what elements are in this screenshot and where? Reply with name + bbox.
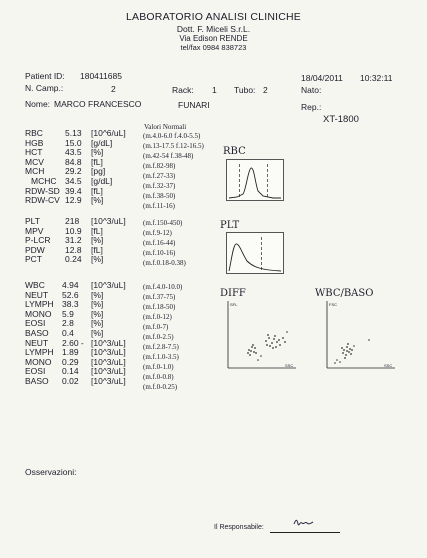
rbc-values bbox=[65, 129, 82, 206]
param-value: 84.8 bbox=[65, 156, 82, 167]
patient-id-label: Patient ID: bbox=[25, 71, 65, 81]
param-name: MCH bbox=[25, 166, 45, 177]
rbc-graph-title: RBC bbox=[223, 146, 246, 157]
param-range: (m.f.0-0.25) bbox=[143, 383, 178, 391]
param-name: LYMPH bbox=[25, 299, 54, 310]
param-value: 5.13 bbox=[65, 128, 82, 138]
param-unit: [fL] bbox=[91, 225, 103, 236]
param-name: LYMPH bbox=[25, 347, 54, 358]
rbc-param-names bbox=[25, 129, 60, 206]
normal-values-title: Valori Normali bbox=[144, 123, 187, 131]
param-unit: [pg] bbox=[91, 166, 106, 177]
param-value: 0.24 bbox=[65, 254, 82, 265]
param-range: (m.f.27-33) bbox=[143, 172, 176, 180]
wbc-units bbox=[91, 281, 126, 387]
born-label: Nato: bbox=[301, 85, 322, 95]
lab-name: LABORATORIO ANALISI CLINICHE bbox=[125, 11, 301, 23]
param-value: 2.8 bbox=[62, 318, 74, 329]
wbc-baso-scattergram bbox=[324, 300, 396, 370]
param-name: NEUT bbox=[25, 289, 49, 300]
param-range: (m.f.150-450) bbox=[143, 219, 183, 227]
param-name: RDW-SD bbox=[25, 185, 60, 196]
plt-graph-title: PLT bbox=[220, 220, 240, 231]
param-unit: [%] bbox=[91, 327, 104, 338]
camp-value: 2 bbox=[111, 84, 116, 94]
param-unit: [10^3/uL] bbox=[91, 366, 126, 377]
param-range: (m.f.82-98) bbox=[143, 162, 176, 170]
param-unit: [fL] bbox=[91, 244, 103, 255]
param-name: MPV bbox=[25, 225, 44, 236]
param-range: (m.f.10-16) bbox=[143, 249, 176, 257]
rbc-units bbox=[91, 129, 126, 206]
param-unit: [%] bbox=[91, 308, 104, 319]
param-name: MONO bbox=[25, 356, 52, 367]
param-range: (m.f.4.0-10.0) bbox=[143, 283, 183, 291]
param-unit: [10^3/uL] bbox=[91, 216, 126, 226]
param-unit: [%] bbox=[91, 147, 104, 158]
param-name: HCT bbox=[25, 147, 43, 158]
param-value: 12.8 bbox=[65, 244, 82, 255]
param-range: (m.f.2.8-7.5) bbox=[143, 343, 179, 351]
plt-units bbox=[91, 217, 126, 265]
name-label: Nome: bbox=[25, 99, 51, 109]
report-time: 10:32:11 bbox=[360, 73, 393, 83]
param-name: MONO bbox=[25, 308, 52, 319]
param-name: MCV bbox=[25, 156, 44, 167]
plt-param-names bbox=[25, 217, 51, 265]
tube-label: Tubo: bbox=[234, 85, 256, 95]
param-range: (m.f.0-12) bbox=[143, 313, 172, 321]
param-range: (m.f.1.0-3.5) bbox=[143, 353, 179, 361]
param-value: 0.14 bbox=[62, 366, 79, 377]
param-name: BASO bbox=[25, 327, 49, 338]
param-unit: [10^6/uL] bbox=[91, 128, 126, 138]
lab-phone: tel/fax 0984 838723 bbox=[180, 43, 247, 52]
param-range: (m.f.16-44) bbox=[143, 239, 176, 247]
param-unit: [%] bbox=[91, 254, 104, 265]
param-unit: [10^3/uL] bbox=[91, 337, 126, 348]
param-unit: [fL] bbox=[91, 185, 103, 196]
param-value: 0.4 bbox=[62, 327, 74, 338]
patient-id-value: 180411685 bbox=[80, 71, 122, 81]
wbc-baso-y-axis-label: FSC bbox=[329, 302, 337, 307]
rep-label: Rep.: bbox=[301, 102, 322, 112]
param-value: 31.2 bbox=[65, 235, 82, 246]
param-name: RDW-CV bbox=[25, 195, 60, 206]
param-value: 12.9 bbox=[65, 195, 82, 206]
param-range: (m.42-54 f.38-48) bbox=[143, 152, 194, 160]
param-range: (m.f.11-16) bbox=[143, 202, 176, 210]
param-unit: [fL] bbox=[91, 156, 103, 167]
wbc-baso-plot bbox=[324, 300, 396, 370]
param-range: (m.f.38-50) bbox=[143, 192, 176, 200]
param-name: NEUT bbox=[25, 337, 49, 348]
wbc-ranges bbox=[143, 282, 182, 392]
param-value: 39.4 bbox=[65, 185, 82, 196]
param-range: (m.4.0-6.0 f.4.0-5.5) bbox=[143, 132, 201, 140]
param-unit: [g/dL] bbox=[91, 175, 113, 186]
param-value: 1.89 bbox=[62, 347, 79, 358]
signature-mark bbox=[292, 515, 314, 529]
tube-value: 2 bbox=[263, 85, 268, 95]
rbc-curve bbox=[227, 160, 283, 200]
param-name: RBC bbox=[25, 128, 43, 138]
report-date: 18/04/2011 bbox=[301, 73, 343, 83]
param-name: PLT bbox=[25, 216, 40, 226]
rack-label: Rack: bbox=[172, 85, 194, 95]
param-name: HGB bbox=[25, 137, 44, 148]
param-name: EOSI bbox=[25, 318, 46, 329]
plt-curve bbox=[227, 233, 283, 273]
param-name: P-LCR bbox=[25, 235, 51, 246]
param-value: 34.5 bbox=[65, 175, 82, 186]
plt-ranges bbox=[143, 218, 186, 268]
param-unit: [10^3/uL] bbox=[91, 375, 126, 386]
param-name: BASO bbox=[25, 375, 49, 386]
param-name: MCHC bbox=[31, 175, 57, 186]
param-name: PDW bbox=[25, 244, 45, 255]
param-value: 38.3 bbox=[62, 299, 79, 310]
signature-line bbox=[270, 532, 340, 533]
param-range: (m.f.37-75) bbox=[143, 293, 176, 301]
param-range: (m.f.0-1.0) bbox=[143, 363, 174, 371]
observations-label: Osservazioni: bbox=[25, 467, 77, 477]
patient-last-name: FUNARI bbox=[178, 100, 210, 110]
param-value: 10.9 bbox=[65, 225, 82, 236]
responsible-label: Il Responsabile: bbox=[214, 524, 264, 531]
patient-first-name: MARCO FRANCESCO bbox=[54, 99, 142, 109]
doctor-name: Dott. F. Miceli S.r.L. bbox=[176, 24, 251, 34]
wbc-param-names bbox=[25, 281, 54, 387]
diff-graph-title: DIFF bbox=[220, 288, 246, 299]
camp-label: N. Camp.: bbox=[25, 83, 64, 93]
diff-plot bbox=[225, 300, 297, 370]
param-range: (m.13-17.5 f.12-16.5) bbox=[143, 142, 204, 150]
plt-histogram bbox=[226, 232, 284, 274]
lab-address: Via Edison RENDE bbox=[179, 34, 248, 43]
param-value: 2.60 - bbox=[62, 337, 84, 348]
param-value: 43.5 bbox=[65, 147, 82, 158]
param-unit: [10^3/uL] bbox=[91, 347, 126, 358]
param-range: (m.f.9-12) bbox=[143, 229, 172, 237]
param-range: (m.f.0-7) bbox=[143, 323, 169, 331]
param-name: WBC bbox=[25, 280, 45, 290]
param-unit: [%] bbox=[91, 299, 104, 310]
param-range: (m.f.0-2.5) bbox=[143, 333, 174, 341]
wbc-baso-graph-title: WBC/BASO bbox=[315, 288, 374, 299]
param-value: 5.9 bbox=[62, 308, 74, 319]
param-value: 0.02 bbox=[62, 375, 79, 386]
param-name: EOSI bbox=[25, 366, 46, 377]
wbc-baso-x-axis-label: SSC bbox=[384, 363, 393, 368]
param-unit: [%] bbox=[91, 195, 104, 206]
diff-y-axis-label: SFL bbox=[230, 302, 238, 307]
param-range: (m.f.18-50) bbox=[143, 303, 176, 311]
param-unit: [g/dL] bbox=[91, 137, 113, 148]
param-value: 52.6 bbox=[62, 289, 79, 300]
plt-values bbox=[65, 217, 82, 265]
param-name: PCT bbox=[25, 254, 42, 265]
instrument-model: XT-1800 bbox=[323, 114, 359, 125]
param-range: (m.f.32-37) bbox=[143, 182, 176, 190]
param-unit: [%] bbox=[91, 235, 104, 246]
param-unit: [%] bbox=[91, 289, 104, 300]
param-unit: [10^3/uL] bbox=[91, 356, 126, 367]
rack-value: 1 bbox=[212, 85, 217, 95]
diff-scattergram bbox=[225, 300, 297, 370]
param-value: 15.0 bbox=[65, 137, 82, 148]
rbc-histogram bbox=[226, 159, 284, 201]
rbc-ranges bbox=[143, 131, 204, 211]
param-range: (m.f.0-0.8) bbox=[143, 373, 174, 381]
param-value: 29.2 bbox=[65, 166, 82, 177]
param-range: (m.f.0.18-0.38) bbox=[143, 259, 186, 267]
param-value: 0.29 bbox=[62, 356, 79, 367]
param-value: 4.94 bbox=[62, 280, 79, 290]
param-unit: [%] bbox=[91, 318, 104, 329]
diff-x-axis-label: SSC bbox=[285, 363, 294, 368]
param-unit: [10^3/uL] bbox=[91, 280, 126, 290]
wbc-values bbox=[62, 281, 84, 387]
param-value: 218 bbox=[65, 216, 80, 226]
